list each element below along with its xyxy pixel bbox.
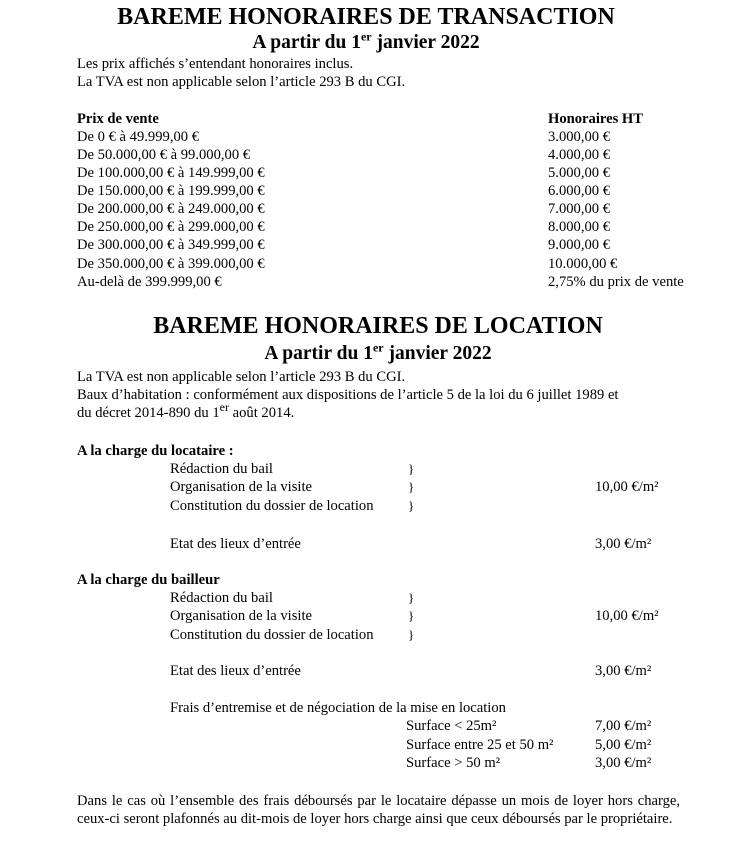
landlord-item-visite: Organisation de la visite [170,608,312,624]
tenant-heading: A la charge du locataire : [77,443,234,459]
row-price: De 50.000,00 € à 99.000,00 € [77,147,251,163]
tenant-item-bail: Rédaction du bail [170,461,273,477]
frais-entremise-label: Frais d’entremise et de négociation de la mise en location [170,700,506,716]
brace: } [408,608,415,623]
row-price: De 150.000,00 € à 199.999,00 € [77,183,265,199]
row-fee: 7.000,00 € [548,201,611,217]
baux-note-line2: du décret 2014-890 du 1er août 2014. [77,400,295,421]
row-price: De 350.000,00 € à 399.000,00 € [77,256,265,272]
row-fee: 5.000,00 € [548,165,611,181]
footer-note: Dans le cas où l’ensemble des frais déboursés par le locataire dépasse un mois de loyer hors charge, ceux-ci seront plafonnés au dit-mois de loyer hors charge ainsi que ceux déboursés par le propriétaire. [77,793,680,827]
landlord-item-bail: Rédaction du bail [170,590,273,606]
row-price: Au-delà de 399.999,00 € [77,274,222,290]
brace: } [408,461,415,476]
transaction-subtitle: A partir du 1er janvier 2022 [252,29,480,53]
surface-fee: 7,00 €/m² [595,718,652,734]
landlord-edl-label: Etat des lieux d’entrée [170,663,301,679]
tenant-item-dossier: Constitution du dossier de location [170,498,374,514]
baux-note-line1: Baux d’habitation : conformément aux dispositions de l’article 5 de la loi du 6 juillet 1989 et [77,387,619,403]
landlord-items-fee: 10,00 €/m² [595,608,659,624]
surface-fee: 3,00 €/m² [595,755,652,771]
tenant-edl-label: Etat des lieux d’entrée [170,536,301,552]
surface-fee: 5,00 €/m² [595,737,652,753]
brace: } [408,627,415,642]
surface-label: Surface < 25m² [406,718,497,734]
location-subtitle: A partir du 1er janvier 2022 [264,340,492,364]
brace: } [408,590,415,605]
row-price: De 250.000,00 € à 299.000,00 € [77,219,265,235]
transaction-note: La TVA est non applicable selon l’article 293 B du CGI. [77,74,406,90]
transaction-title: BAREME HONORAIRES DE TRANSACTION [117,4,615,30]
landlord-edl-fee: 3,00 €/m² [595,663,652,679]
column-header-fee: Honoraires HT [548,111,643,127]
row-fee: 8.000,00 € [548,219,611,235]
row-fee: 9.000,00 € [548,237,611,253]
tenant-edl-fee: 3,00 €/m² [595,536,652,552]
row-price: De 100.000,00 € à 149.999,00 € [77,165,265,181]
row-fee: 4.000,00 € [548,147,611,163]
landlord-heading: A la charge du bailleur [77,572,220,588]
transaction-note: Les prix affichés s’entendant honoraires inclus. [77,56,354,72]
brace: } [408,479,415,494]
surface-label: Surface > 50 m² [406,755,501,771]
tenant-item-visite: Organisation de la visite [170,479,312,495]
row-price: De 300.000,00 € à 349.999,00 € [77,237,265,253]
row-fee: 2,75% du prix de vente [548,274,684,290]
location-tva-note: La TVA est non applicable selon l’article 293 B du CGI. [77,369,406,385]
column-header-price: Prix de vente [77,111,159,127]
landlord-item-dossier: Constitution du dossier de location [170,627,374,643]
row-fee: 3.000,00 € [548,129,611,145]
brace: } [408,498,415,513]
location-title: BAREME HONORAIRES DE LOCATION [153,313,603,339]
surface-label: Surface entre 25 et 50 m² [406,737,554,753]
tenant-items-fee: 10,00 €/m² [595,479,659,495]
row-fee: 6.000,00 € [548,183,611,199]
row-price: De 0 € à 49.999,00 € [77,129,200,145]
row-fee: 10.000,00 € [548,256,618,272]
row-price: De 200.000,00 € à 249.000,00 € [77,201,265,217]
